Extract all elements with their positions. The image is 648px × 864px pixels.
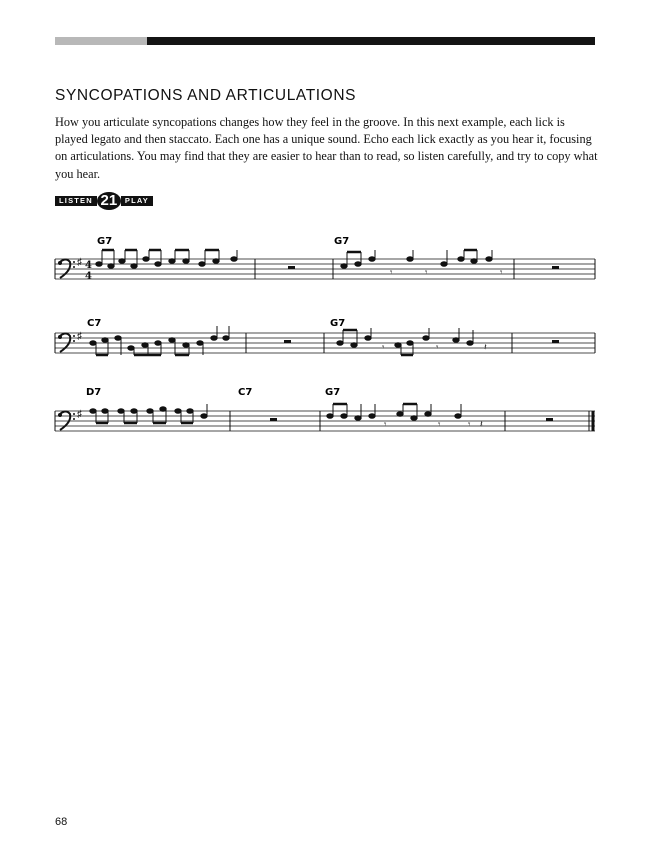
whole-rest bbox=[546, 418, 553, 421]
chord-symbol: D7 bbox=[86, 387, 102, 398]
chord-symbol: G7 bbox=[97, 236, 113, 247]
svg-text:𝄾: 𝄾 bbox=[425, 267, 428, 277]
staff-system-2 bbox=[55, 333, 595, 353]
svg-text:𝄽: 𝄽 bbox=[480, 419, 483, 429]
notes-measure-7 bbox=[337, 328, 487, 355]
svg-text:𝄾: 𝄾 bbox=[390, 267, 393, 277]
chord-symbol: C7 bbox=[87, 318, 102, 329]
notes-measure-11 bbox=[327, 404, 483, 429]
key-sharp-1: ♯ bbox=[77, 257, 82, 268]
svg-text:𝄾: 𝄾 bbox=[468, 419, 471, 429]
notes-measure-9 bbox=[90, 404, 207, 423]
page-number: 68 bbox=[55, 816, 68, 828]
svg-text:𝄾: 𝄾 bbox=[384, 419, 387, 429]
svg-text:𝄽: 𝄽 bbox=[484, 342, 487, 352]
staff-system-3 bbox=[55, 411, 595, 431]
whole-rest bbox=[284, 340, 291, 343]
section-title: SYNCOPATIONS AND ARTICULATIONS bbox=[55, 87, 357, 104]
intro-paragraph: How you articulate syncopations changes how they feel in the groove. In this next example, each lick is played legato and then staccato. Each one has a unique sound. Echo each lick exactly as you hear it, focusing on articulations. You may find that they are easier to hear than to read, so listen carefully, and try to copy what you hear. bbox=[55, 115, 598, 181]
svg-text:𝄾: 𝄾 bbox=[382, 342, 385, 352]
notes-measure-5 bbox=[90, 326, 229, 355]
whole-rest bbox=[270, 418, 277, 421]
svg-text:𝄾: 𝄾 bbox=[436, 342, 439, 352]
chord-symbol: C7 bbox=[238, 387, 253, 398]
key-sharp-2: ♯ bbox=[77, 331, 82, 342]
key-sharp-3: ♯ bbox=[77, 409, 82, 420]
svg-text:𝄾: 𝄾 bbox=[438, 419, 441, 429]
chord-symbol: G7 bbox=[330, 318, 346, 329]
whole-rest bbox=[552, 340, 559, 343]
chord-symbol: G7 bbox=[325, 387, 341, 398]
whole-rest bbox=[552, 266, 559, 269]
chord-symbol: G7 bbox=[334, 236, 350, 247]
svg-text:𝄾: 𝄾 bbox=[500, 267, 503, 277]
notes-measure-3 bbox=[341, 250, 503, 277]
track-number: 21 bbox=[97, 192, 121, 210]
time-sig-bottom: 4 bbox=[85, 271, 92, 282]
listen-label: LISTEN bbox=[55, 196, 97, 206]
time-sig-top: 4 bbox=[85, 260, 92, 271]
whole-rest bbox=[288, 266, 295, 269]
play-label: PLAY bbox=[121, 196, 153, 206]
